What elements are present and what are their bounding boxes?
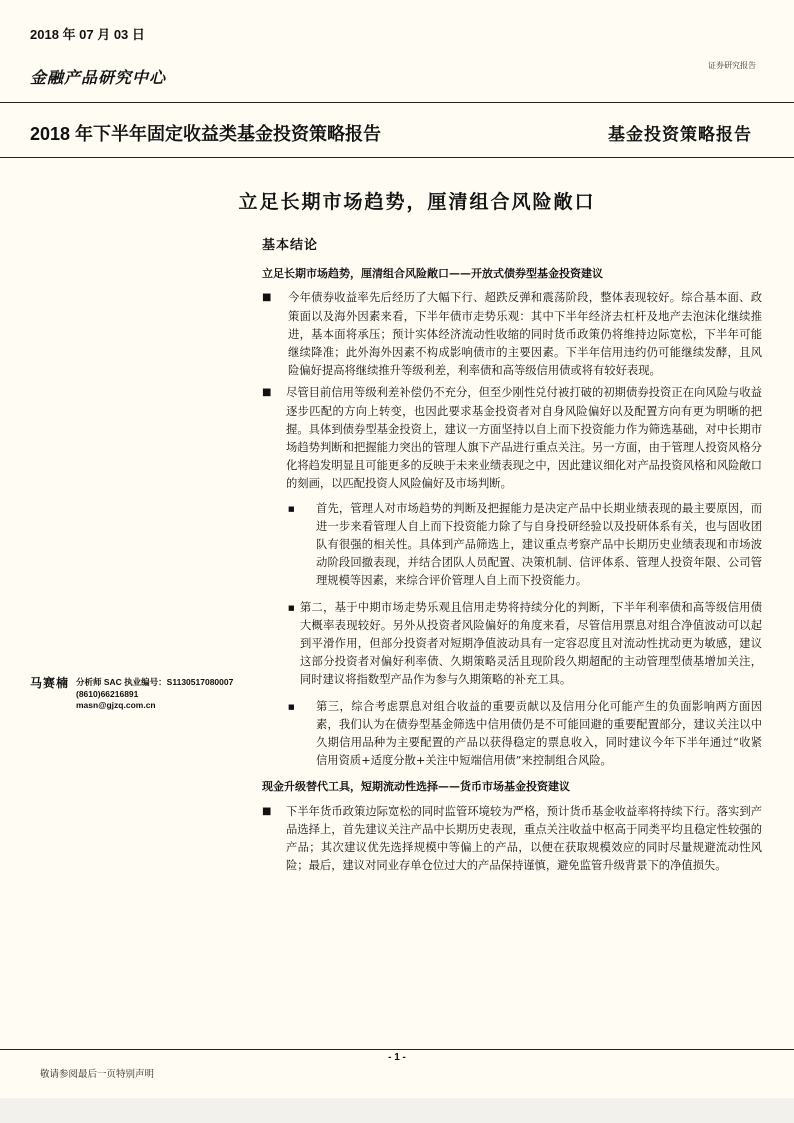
square-bullet-icon: ■ bbox=[262, 805, 272, 817]
subheading-money-market-funds: 现金升级替代工具，短期流动性选择——货币市场基金投资建议 bbox=[262, 780, 570, 794]
small-square-bullet-icon: ■ bbox=[288, 504, 295, 513]
sub-bullet-item: ■ 第二，基于中期市场走势乐观且信用走势将持续分化的判断，下半年利率债和高等级信用债大概率表现较好。另外从投资者风险偏好的角度来看，尽管信用票息对组合净值波动可以起到平滑作用，但部分投资者对短期净值波动具有一定容忍度且对流动性扰动更为敏感，建议这部分投资者对偏好利率债、久期策略灵活且现阶段久期超配的主动管理型债基增加关注，同时建议将指数型产品作为参与久期策略的补充工具。 bbox=[288, 600, 762, 687]
analyst-email[interactable]: masn@gjzq.com.cn bbox=[76, 700, 156, 710]
research-center-name: 金融产品研究中心 bbox=[30, 68, 167, 87]
report-date: 2018 年 07 月 03 日 bbox=[30, 27, 145, 42]
section-heading: 基本结论 bbox=[262, 238, 319, 253]
footer-rule bbox=[0, 1049, 794, 1050]
square-bullet-icon: ■ bbox=[262, 292, 272, 304]
header-rule-bottom bbox=[0, 157, 794, 158]
report-type-label: 证券研究报告 bbox=[708, 61, 756, 70]
square-bullet-icon: ■ bbox=[262, 387, 272, 399]
sub-bullet-item: ■ 首先，管理人对市场趋势的判断及把握能力是决定产品中长期业绩表现的最主要原因，而进一步来看管理人自上而下投资能力除了与自身投研经验以及投研体系有关，也与固收团队有很强的相关性。具体到产品筛选上，建议重点考察产品中长期历史业绩表现和市场波动阶段回撤表现，并结合团队人员配置、决策机制、信评体系、管理人投资年限、公司管理规模等因素，来综合评价管理人自上而下投资能力。 bbox=[288, 501, 762, 588]
page-number: - 1 - bbox=[388, 1052, 406, 1063]
bullet-item: ■ 尽管目前信用等级利差补偿仍不充分，但至少刚性兑付被打破的初期债券投资正在向风险与收益逐步匹配的方向上转变，也因此要求基金投资者对自身风险偏好以及配置方向有更为明晰的把握。具体到债券型基金投资上，建议一方面坚持以自上而下投资能力作为筛选基础，对中长期市场趋势判断和把握能力突出的管理人旗下产品进行重点关注。另一方面，由于管理人投资风格分化将趋发明显且可能更多的反映于未来业绩表现之中，因此建议细化对产品投资风格和风险敞口的刻画，以匹配投资人风险偏好及市场判断。 bbox=[262, 386, 762, 491]
analyst-info bbox=[76, 677, 233, 712]
subheading-bond-funds: 立足长期市场趋势，厘清组合风险敞口——开放式债券型基金投资建议 bbox=[262, 267, 603, 281]
analyst-cert: 分析师 SAC 执业编号：S1130517080007 bbox=[76, 677, 234, 687]
bullet-item: ■ 今年债券收益率先后经历了大幅下行、超跌反弹和震荡阶段，整体表现较好。综合基本面、政策面以及海外因素来看，下半年债市走势乐观：其中下半年经济去杠杆及地产去泡沫化继续推进，基本面将承压；预计实体经济流动性收缩的同时货币政策仍将维持边际宽松，下半年可能继续降准；此外海外因素不构成影响债市的主要因素。下半年信用违约仍可能继续发酵，且风险偏好提高将继续推升等级利差，利率债和高等级信用债或将有较好表现。 bbox=[262, 291, 762, 378]
sub-bullet-item: ■ 第三，综合考虑票息对组合收益的重要贡献以及信用分化可能产生的负面影响两方面因素，我们认为在债券型基金筛选中信用债仍是不可能回避的重要配置部分，建议关注以中久期信用品种为主要配置的产品以获得稳定的票息收入，同时建议今年下半年通过“收紧信用资质+适度分散+关注中短端信用债”来控制组合风险。 bbox=[288, 699, 762, 768]
report-category: 基金投资策略报告 bbox=[608, 125, 752, 145]
headline: 立足长期市场趋势，厘清组合风险敞口 bbox=[238, 191, 596, 213]
disclaimer-note: 敬请参阅最后一页特别声明 bbox=[40, 1069, 155, 1080]
analyst-name: 马赛楠 bbox=[30, 676, 70, 690]
bullet-item: ■ 下半年货币政策边际宽松的同时监管环境较为严格，预计货币基金收益率将持续下行。落实到产品选择上，首先建议关注产品中长期历史表现，重点关注收益中枢高于同类平均且稳定性较强的产品；其次建议优先选择规模中等偏上的产品，以便在获取规模效应的同时尽量规避流动性风险；最后，建议对同业存单仓位过大的产品保持谨慎，避免监管升级背景下的净值损失。 bbox=[262, 804, 762, 873]
analyst-phone: (8610)66216891 bbox=[76, 688, 139, 699]
main-content bbox=[262, 237, 762, 882]
report-title: 2018 年下半年固定收益类基金投资策略报告 bbox=[30, 124, 382, 144]
small-square-bullet-icon: ■ bbox=[288, 702, 295, 711]
header-rule-top bbox=[0, 102, 794, 103]
small-square-bullet-icon: ■ bbox=[288, 603, 295, 612]
